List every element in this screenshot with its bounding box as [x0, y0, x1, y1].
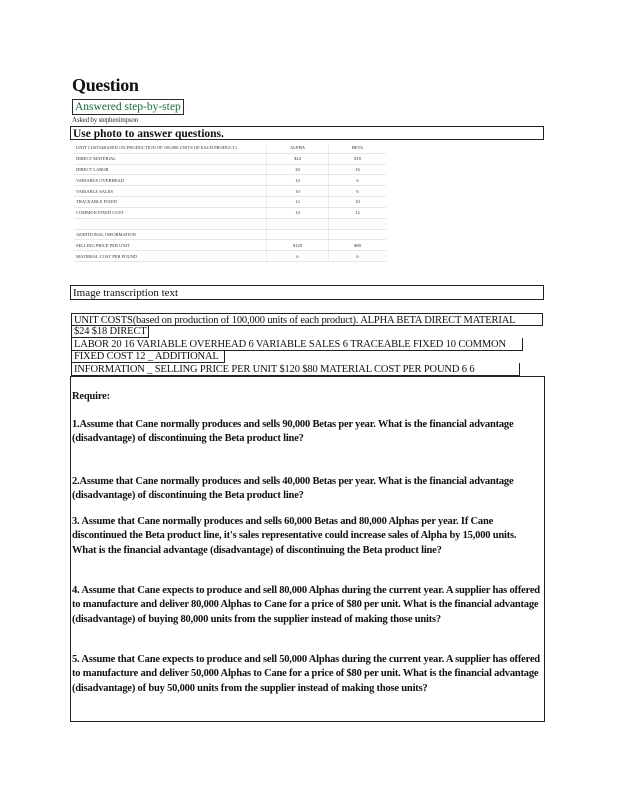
- table-header-row: [74, 143, 386, 153]
- table-row: [74, 218, 386, 229]
- table-cell: 16: [329, 164, 386, 175]
- table-cell: DIRECT MATERIAL: [74, 153, 267, 164]
- transcription-line: INFORMATION _ SELLING PRICE PER UNIT $120 $80 MATERIAL COST PER POUND 6 6: [71, 363, 520, 376]
- table-cell: COMMON FIXED COST: [74, 207, 267, 218]
- unit-cost-table-image: [74, 143, 386, 262]
- table-row: [74, 153, 386, 164]
- table-cell: 6: [329, 175, 386, 186]
- table-cell: VARIABLE SALES: [74, 186, 267, 197]
- table-cell: 10: [267, 175, 329, 186]
- require-item: 3. Assume that Cane normally produces and sells 60,000 Betas and 80,000 Alphas per year. If Cane discontinued the Beta product line, it's sales representative could increase sales of Alpha by 15,000 units. What is the financial advantage (disadvantage) of discontinuing the Beta product line?: [72, 516, 517, 556]
- table-cell: VARIABLE OVERHEAD: [74, 175, 267, 186]
- table-cell: $80: [329, 240, 386, 251]
- table-cell: [329, 229, 386, 240]
- table-cell: 12: [267, 196, 329, 207]
- table-cell: ADDITIONAL INFORMATION: [74, 229, 267, 240]
- require-item: 5. Assume that Cane expects to produce and sell 50,000 Alphas during the current year. A supplier has offered to manufacture and deliver 50,000 Alphas to Cane for a price of $80 per unit. What is the financial advantage (disadvantage) of buy 50,000 units from the supplier instead of making those units?: [72, 654, 540, 694]
- table-cell: $18: [329, 153, 386, 164]
- table-row: [74, 196, 386, 207]
- table-header-cell: ALPHA: [267, 143, 329, 153]
- answered-badge: Answered step-by-step: [72, 99, 184, 115]
- table-cell: [329, 218, 386, 229]
- table-cell: 12: [329, 207, 386, 218]
- table-cell: 14: [267, 207, 329, 218]
- table-row: [74, 186, 386, 197]
- table-row: [74, 207, 386, 218]
- table-cell: [74, 218, 267, 229]
- table-row: [74, 240, 386, 251]
- page-title: Question: [72, 75, 139, 95]
- table-cell: $24: [267, 153, 329, 164]
- image-transcription-label: Image transcription text: [70, 285, 544, 300]
- question-prompt: Use photo to answer questions.: [70, 126, 544, 140]
- require-item: 4. Assume that Cane expects to produce and sell 80,000 Alphas during the current year. A supplier has offered to manufacture and deliver 80,000 Alphas to Cane for a price of $80 per unit. What is the financial advantage (disadvantage) of buying 80,000 units from the supplier instead of making those units?: [72, 585, 540, 625]
- table-cell: TRACEABLE FIXED: [74, 196, 267, 207]
- table-cell: 10: [267, 186, 329, 197]
- transcription-line: LABOR 20 16 VARIABLE OVERHEAD 6 VARIABLE SALES 6 TRACEABLE FIXED 10 COMMON: [71, 338, 523, 351]
- table-cell: DIRECT LABOR: [74, 164, 267, 175]
- transcription-line: $24 $18 DIRECT: [71, 325, 149, 338]
- table-cell: $120: [267, 240, 329, 251]
- asked-by-text: Asked by stephenimpson: [72, 116, 138, 124]
- table-row: [74, 164, 386, 175]
- table-cell: SELLING PRICE PER UNIT: [74, 240, 267, 251]
- require-item: 2.Assume that Cane normally produces and sells 40,000 Betas per year. What is the financial advantage (disadvantage) of discontinuing the Beta product line?: [72, 476, 514, 502]
- table-header-cell: BETA: [329, 143, 386, 153]
- table-cell: 20: [267, 164, 329, 175]
- table-cell: MATERIAL COST PER POUND: [74, 251, 267, 262]
- require-heading: Require:: [72, 391, 110, 402]
- table-row: [74, 175, 386, 186]
- table-cell: [267, 218, 329, 229]
- table-cell: 6: [329, 251, 386, 262]
- transcription-line: UNIT COSTS(based on production of 100,000 units of each product). ALPHA BETA DIRECT MATERIAL: [71, 313, 543, 326]
- table-cell: 6: [329, 186, 386, 197]
- table-header-cell: UNIT COSTS(BASED ON PRODUCTION OF 100,000 UNITS OF EACH PRODUCT).: [74, 143, 267, 153]
- table-cell: 10: [329, 196, 386, 207]
- require-item: 1.Assume that Cane normally produces and sells 90,000 Betas per year. What is the financial advantage (disadvantage) of discontinuing the Beta product line?: [72, 419, 514, 445]
- table-cell: 6: [267, 251, 329, 262]
- table-row: [74, 251, 386, 262]
- table-cell: [267, 229, 329, 240]
- table-row: [74, 229, 386, 240]
- transcription-line: FIXED COST 12 _ ADDITIONAL: [71, 350, 225, 363]
